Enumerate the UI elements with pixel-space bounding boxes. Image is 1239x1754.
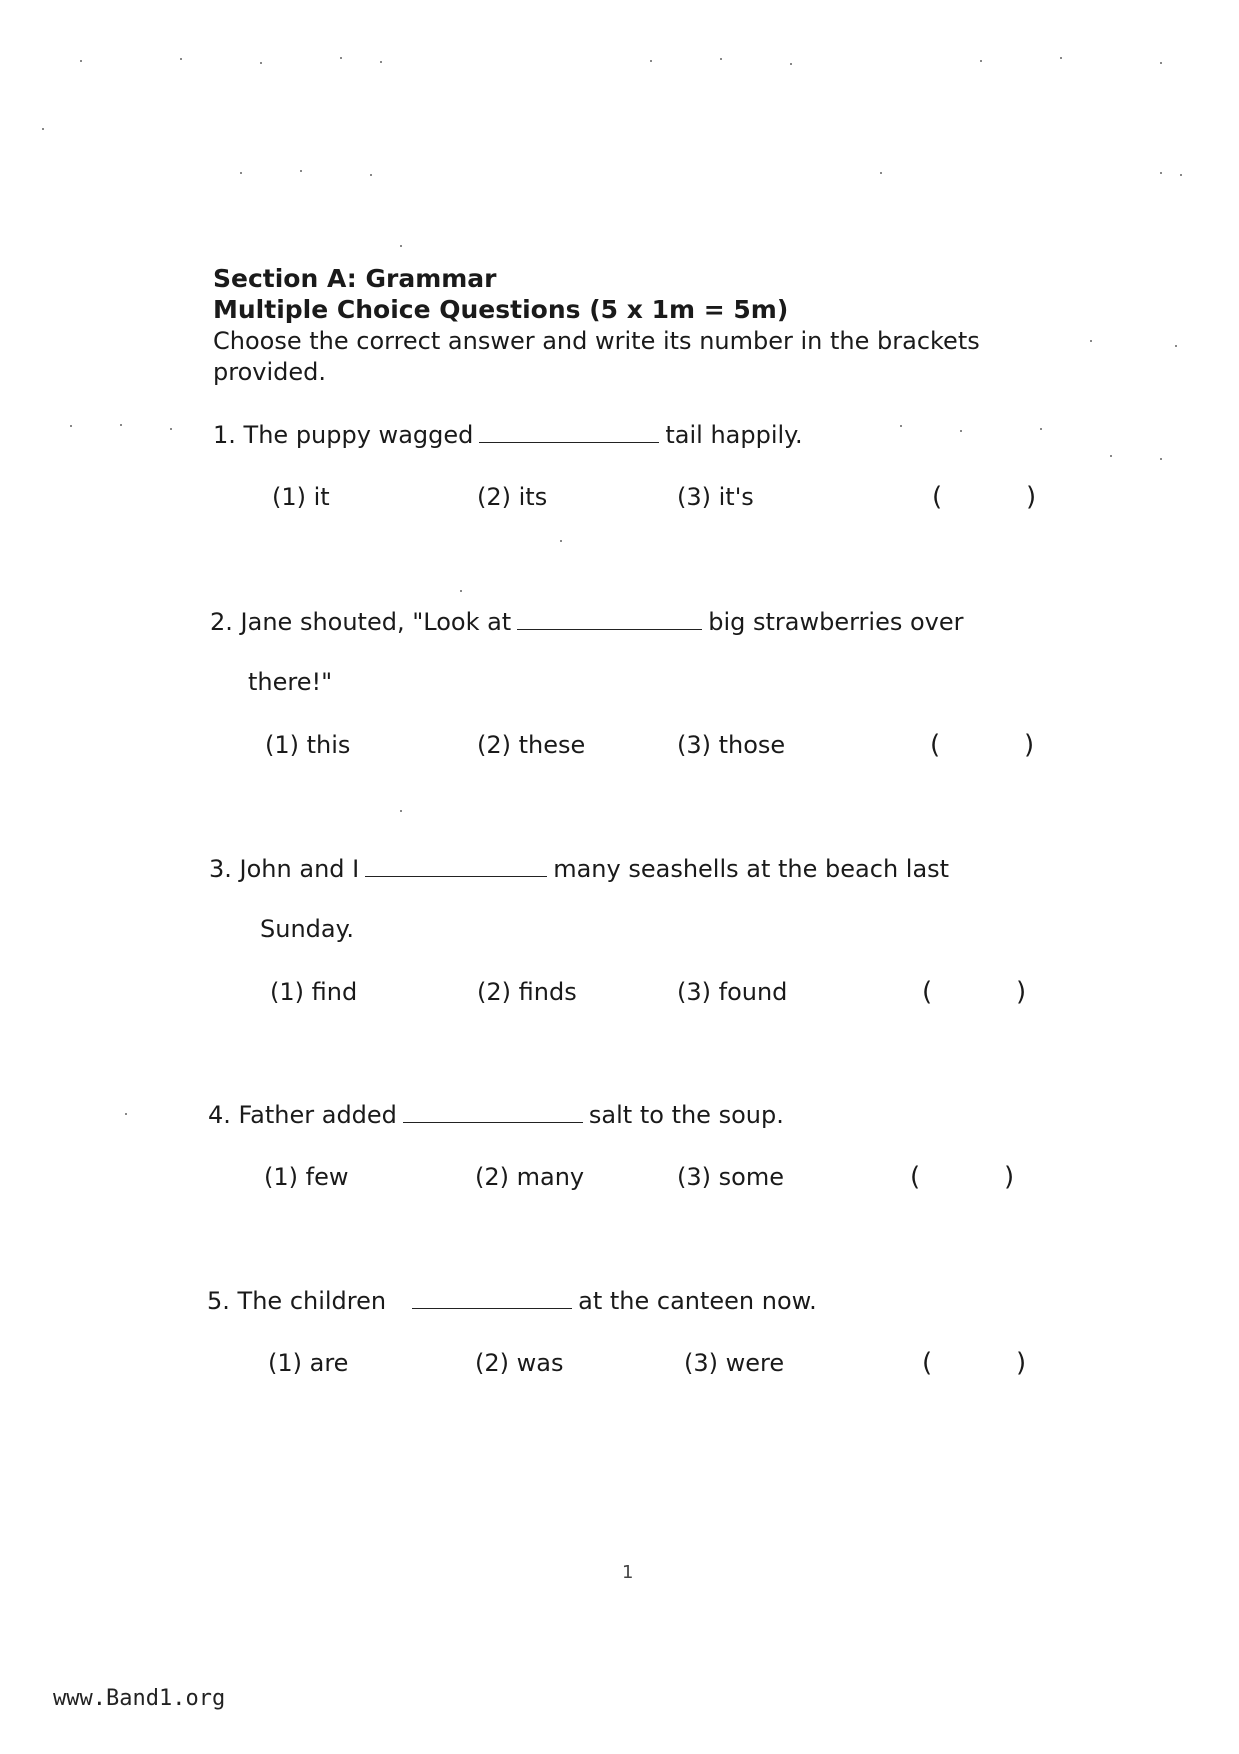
question-number: 3. bbox=[209, 855, 232, 883]
answer-bracket-open[interactable]: ( bbox=[910, 1162, 921, 1192]
question-text-after: tail happily. bbox=[665, 421, 803, 449]
page-number: 1 bbox=[622, 1562, 634, 1583]
answer-bracket-open[interactable]: ( bbox=[922, 977, 933, 1007]
question-text-before: Father added bbox=[238, 1101, 397, 1129]
question-2-continuation: there!" bbox=[248, 668, 333, 696]
q1-option-3: (3) it's bbox=[677, 483, 754, 511]
footer-url: www.Band1.org bbox=[53, 1686, 226, 1711]
answer-bracket-open[interactable]: ( bbox=[932, 482, 943, 512]
answer-bracket-close[interactable]: ) bbox=[1004, 1162, 1015, 1192]
q3-option-1: (1) find bbox=[270, 978, 358, 1006]
question-text-before: The puppy wagged bbox=[243, 421, 474, 449]
instruction-text: Choose the correct answer and write its number in the brackets provided. bbox=[213, 327, 980, 386]
question-text-before: John and I bbox=[239, 855, 360, 883]
answer-bracket-close[interactable]: ) bbox=[1026, 482, 1037, 512]
question-2 bbox=[210, 607, 964, 636]
q1-option-2: (2) its bbox=[477, 483, 548, 511]
mcq-title: Multiple Choice Questions (5 x 1m = 5m) bbox=[213, 295, 789, 324]
question-text-after: big strawberries over bbox=[708, 608, 964, 636]
question-text-after: salt to the soup. bbox=[588, 1101, 784, 1129]
answer-bracket-open[interactable]: ( bbox=[930, 730, 941, 760]
q5-option-1: (1) are bbox=[268, 1349, 349, 1377]
question-5 bbox=[207, 1286, 817, 1315]
question-number: 5. bbox=[207, 1287, 230, 1315]
answer-bracket-close[interactable]: ) bbox=[1024, 730, 1035, 760]
question-text-before: Jane shouted, "Look at bbox=[240, 608, 512, 636]
answer-bracket-close[interactable]: ) bbox=[1016, 1348, 1027, 1378]
q1-option-1: (1) it bbox=[272, 483, 330, 511]
answer-bracket-open[interactable]: ( bbox=[922, 1348, 933, 1378]
answer-blank[interactable] bbox=[412, 1286, 572, 1309]
question-1 bbox=[213, 420, 803, 449]
question-number: 4. bbox=[208, 1101, 231, 1129]
answer-blank[interactable] bbox=[517, 607, 702, 630]
question-number: 2. bbox=[210, 608, 233, 636]
answer-blank[interactable] bbox=[479, 420, 659, 443]
question-3-continuation: Sunday. bbox=[260, 915, 355, 943]
answer-bracket-close[interactable]: ) bbox=[1016, 977, 1027, 1007]
question-4 bbox=[208, 1100, 784, 1129]
q2-option-2: (2) these bbox=[477, 731, 586, 759]
answer-blank[interactable] bbox=[365, 854, 547, 877]
q5-option-3: (3) were bbox=[684, 1349, 785, 1377]
q4-option-3: (3) some bbox=[677, 1163, 784, 1191]
q3-option-3: (3) found bbox=[677, 978, 788, 1006]
q4-option-1: (1) few bbox=[264, 1163, 349, 1191]
answer-blank[interactable] bbox=[403, 1100, 583, 1123]
q3-option-2: (2) finds bbox=[477, 978, 577, 1006]
section-title: Section A: Grammar bbox=[213, 264, 497, 293]
q5-option-2: (2) was bbox=[475, 1349, 564, 1377]
question-3 bbox=[209, 854, 949, 883]
question-text-after: at the canteen now. bbox=[578, 1287, 817, 1315]
q2-option-1: (1) this bbox=[265, 731, 351, 759]
q4-option-2: (2) many bbox=[475, 1163, 585, 1191]
question-text-before: The children bbox=[237, 1287, 387, 1315]
q2-option-3: (3) those bbox=[677, 731, 786, 759]
question-text-after: many seashells at the beach last bbox=[553, 855, 950, 883]
question-number: 1. bbox=[213, 421, 236, 449]
